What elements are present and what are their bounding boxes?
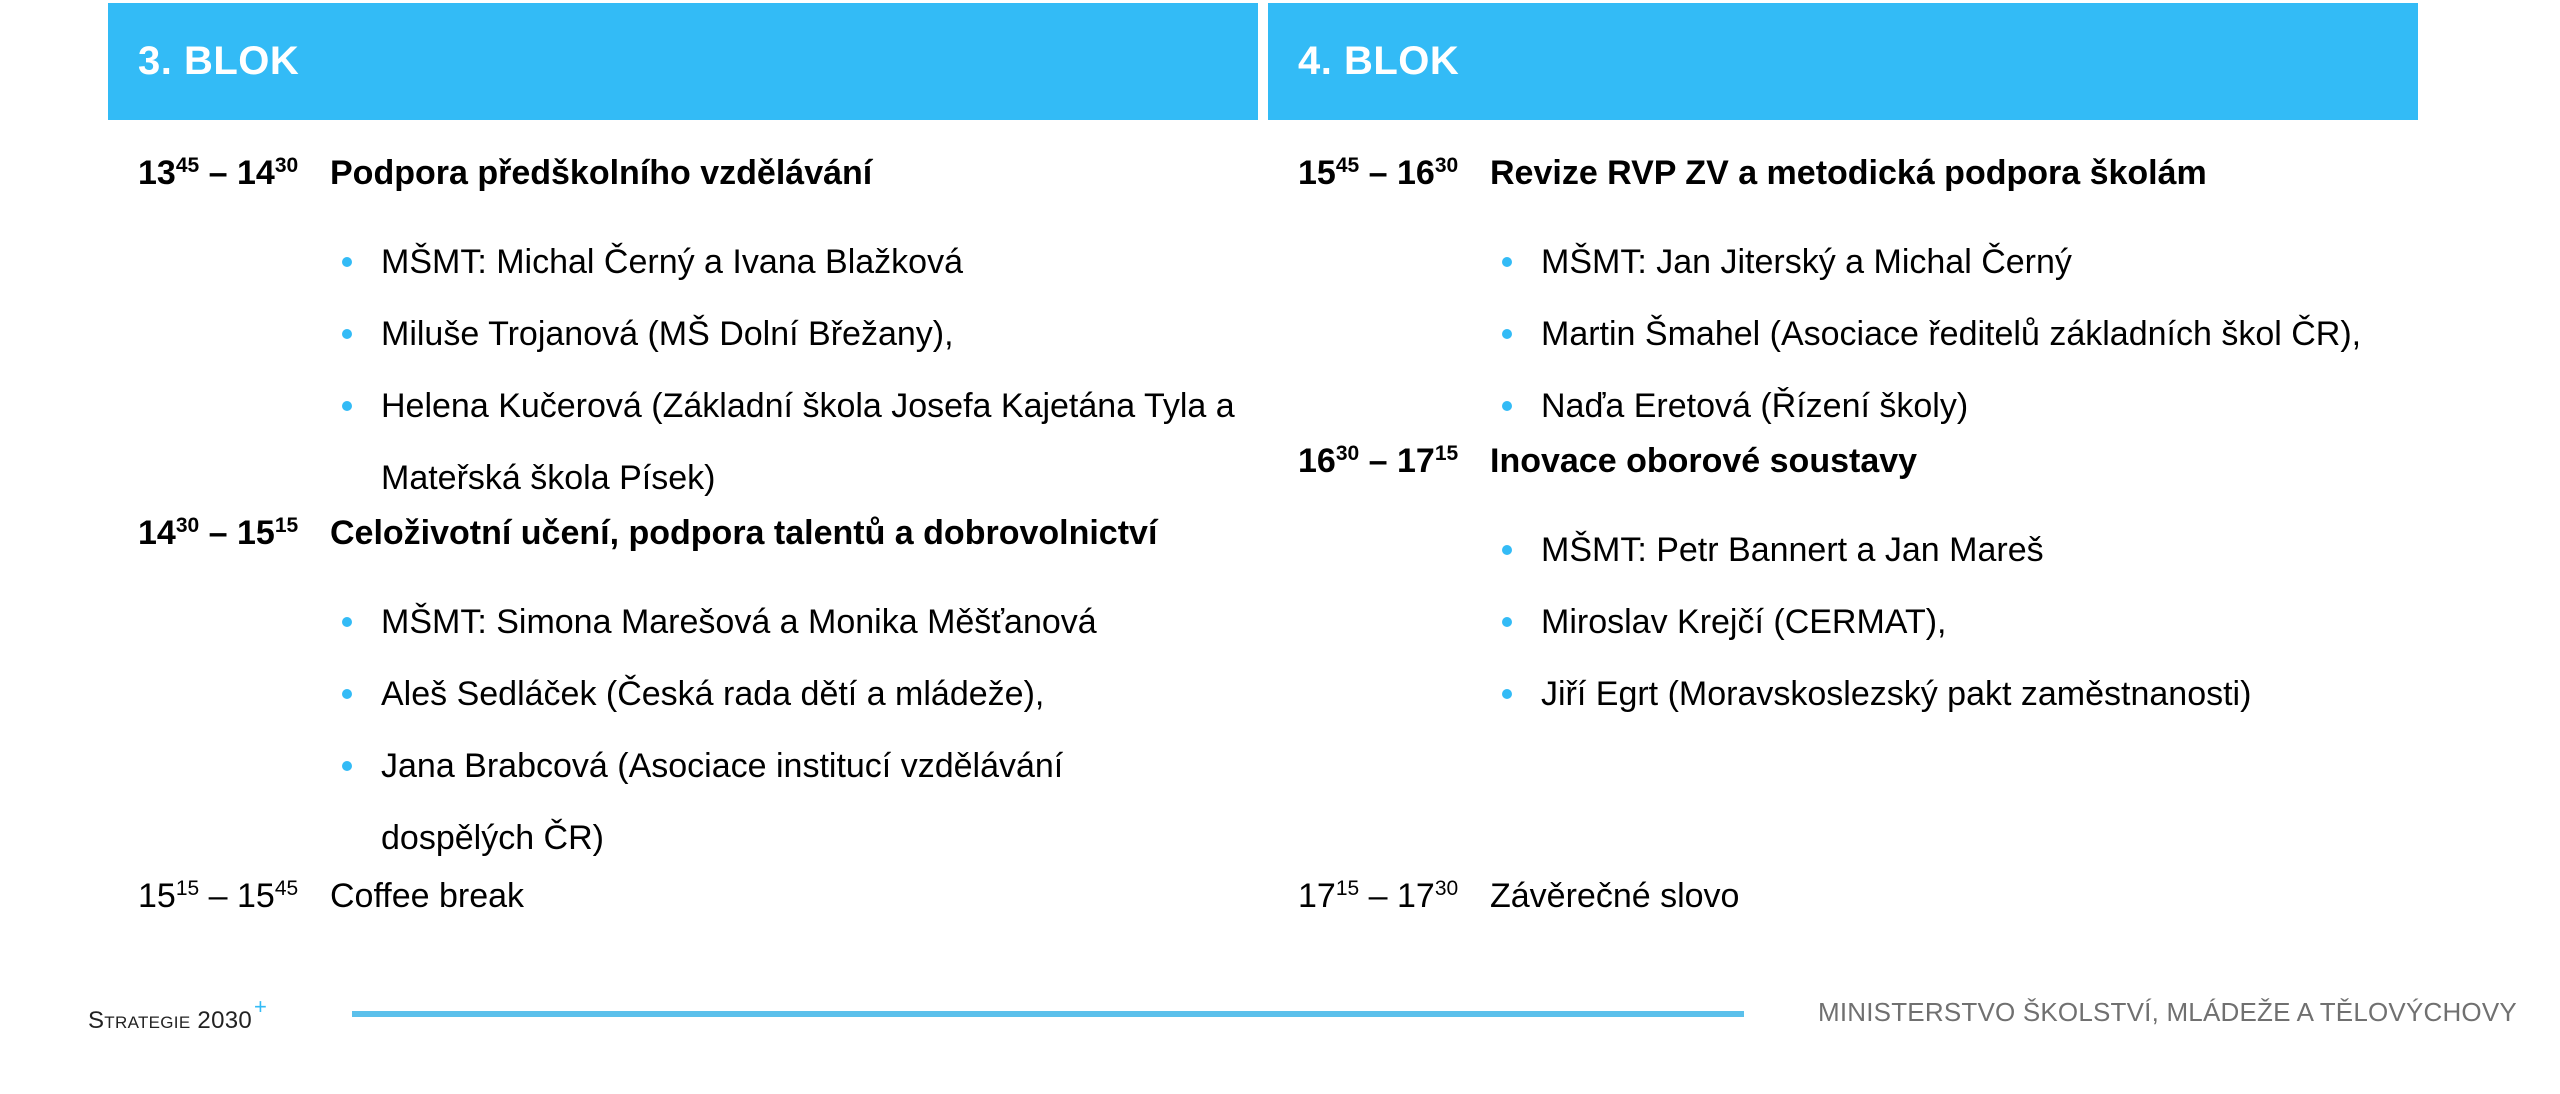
speaker-list <box>138 226 1258 514</box>
speaker-item: Martin Šmahel (Asociace ředitelů základních škol ČR), <box>1490 298 2418 370</box>
speaker-item: Miroslav Krejčí (CERMAT), <box>1490 586 2418 658</box>
session-time: $17^{15} - 17^{30}$ <box>1298 877 1459 915</box>
session-title: Revize RVP ZV a metodická podpora školám <box>1490 154 2207 192</box>
block-3-content <box>108 120 1258 874</box>
block-3-header <box>108 3 1258 120</box>
strategie-logo <box>88 994 267 1035</box>
block-4-content <box>1268 120 2418 730</box>
speaker-item: Jana Brabcová (Asociace institucí vzdělávání dospělých ČR) <box>330 730 1161 874</box>
session-time-row <box>138 154 1258 226</box>
session-time: $16^{30} - 17^{15}$ <box>1298 442 1459 480</box>
session-time: $15^{45} - 16^{30}$ <box>1298 154 1459 192</box>
speaker-item: MŠMT: Jan Jiterský a Michal Černý <box>1490 226 2418 298</box>
plus-icon: + <box>254 994 268 1019</box>
speaker-list <box>1298 226 2418 442</box>
session-title: Závěrečné slovo <box>1490 877 1740 915</box>
speaker-item: MŠMT: Petr Bannert a Jan Mareš <box>1490 514 2418 586</box>
speaker-item: Naďa Eretová (Řízení školy) <box>1490 370 2418 442</box>
block-3 <box>108 3 1258 874</box>
speaker-item: Jiří Egrt (Moravskoslezský pakt zaměstnanosti) <box>1490 658 2418 730</box>
speaker-item: Aleš Sedláček (Česká rada dětí a mládeže), <box>330 658 1258 730</box>
session-time: $15^{15} - 15^{45}$ <box>138 877 299 915</box>
speaker-item: MŠMT: Michal Černý a Ivana Blažková <box>330 226 1258 298</box>
logo-text: Strategie 2030 <box>88 1007 253 1034</box>
speaker-list <box>138 586 1258 874</box>
session-title: Coffee break <box>330 877 525 915</box>
speaker-list <box>1298 514 2418 730</box>
session-title: Podpora předškolního vzdělávání <box>330 154 873 192</box>
session-time-row <box>1298 442 2418 514</box>
session-title: Inovace oborové soustavy <box>1490 442 1918 480</box>
speaker-item: Helena Kučerová (Základní škola Josefa Kajetána Tyla a Mateřská škola Písek) <box>330 370 1261 514</box>
session-time: $14^{30} - 15^{15}$ <box>138 514 299 552</box>
block-4 <box>1268 3 2418 730</box>
block-4-header <box>1268 3 2418 120</box>
closing-row <box>1298 877 1739 949</box>
ministry-name: MINISTERSTVO ŠKOLSTVÍ, MLÁDEŽE A TĚLOVÝCHOVY <box>1818 997 2517 1027</box>
footer-divider <box>352 1011 1744 1017</box>
session-time: $13^{45} - 14^{30}$ <box>138 154 299 192</box>
coffee-break-row <box>138 877 524 949</box>
speaker-item: Miluše Trojanová (MŠ Dolní Břežany), <box>330 298 1258 370</box>
session-title: Celoživotní učení, podpora talentů a dobrovolnictví <box>330 514 1158 552</box>
session-time-row <box>1298 154 2418 226</box>
speaker-item: MŠMT: Simona Marešová a Monika Měšťanová <box>330 586 1258 658</box>
block-3-title: 3. BLOK <box>138 39 300 83</box>
session-time-row <box>138 514 1258 586</box>
block-4-title: 4. BLOK <box>1298 39 1460 83</box>
